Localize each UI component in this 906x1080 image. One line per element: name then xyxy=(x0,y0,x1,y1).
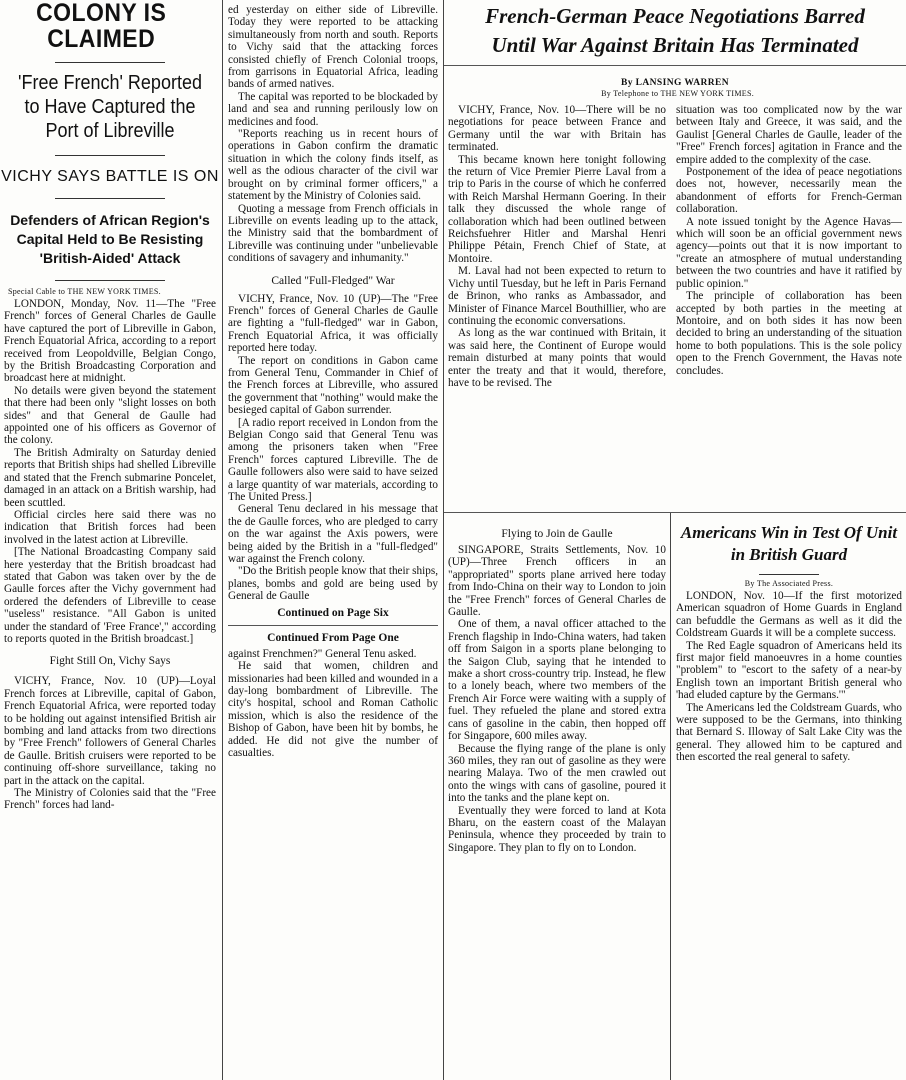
divider xyxy=(228,625,438,626)
paragraph: The principle of collaboration has been accepted by both parties in the meeting at Montoire, and on both sides it has now been decided to bring an understanding of the situation home to both populations. This is the sole policy open to the French Government, the Havas note concludes. xyxy=(676,290,902,377)
continued-on-label: Continued on Page Six xyxy=(277,606,389,619)
paragraph: M. Laval had not been expected to return to Vichy until Tuesday, but he left in Paris Fernand de Brinon, who ranks as Ambassador, and Minister of Finance Marcel Bouthillier, who are continuing the economic conversations. xyxy=(448,265,666,327)
paragraph: One of them, a naval officer attached to the French flagship in Indo-China waters, had taken off from Saigon in a sports plane belonging to the Saigon Club, saying that he intended to make a short cross-country trip. Instead, he flew to a lonely beach, where two members of the French Air Force were waiting with a supply of fuel. They refueled the plane and stored extra cans of gasoline in the cabin, then hopped off for Singapore, 600 miles away. xyxy=(448,618,666,743)
continued-from-label: Continued From Page One xyxy=(267,631,399,644)
column-3-lower xyxy=(448,520,666,1080)
credit-line: By Telephone to THE NEW YORK TIMES. xyxy=(601,89,754,98)
column-1 xyxy=(0,0,220,1080)
column-rule xyxy=(670,512,671,1080)
subhead: Flying to Join de Gaulle xyxy=(501,528,613,540)
deck-headline-1: 'Free French' Reported to Have Captured the Port of Libreville xyxy=(18,72,202,142)
paragraph: A note issued tonight by the Agence Havas—which will soon be an official government news agency—points out that it is now important to "create an atmosphere of mutual understanding between the two countries and have it ratified by public opinion." xyxy=(676,215,902,290)
column-rule xyxy=(222,0,223,1080)
paragraph: ed yesterday on either side of Libreville. Today they were reported to be attacking simultaneously from north and south. Reports to Vichy said that the attacking forces consisted chiefly of French Colonial troops, from garrisons in Equatorial Africa, leading bands of armed natives. xyxy=(228,4,438,91)
paragraph: The report on conditions in Gabon came from General Tenu, Commander in Chief of the French forces at Libreville, who assured the government that "nothing" would make the besieged capital of Gabon surrender. xyxy=(228,354,438,417)
paragraph: "Reports reaching us in recent hours of operations in Gabon confirm the dramatic situation in which the colony finds itself, as well as the odious character of the civil war brought on by criminal former officers," a statement by the Ministry of Colonies said. xyxy=(228,128,438,203)
paragraph: As long as the war continued with Britain, it was said here, the Continent of Europe would remain disturbed at many points that would enter the treaty and that it would, therefore, have to be revised. The xyxy=(448,327,666,389)
paragraph: VICHY, France, Nov. 10 (UP)—The "Free French" forces of General Charles de Gaulle are fighting a "full-fledged" war in Gabon, French Equatorial Africa, it was officially reported here today. xyxy=(228,292,438,355)
byline: By LANSING WARREN xyxy=(621,78,729,88)
section-rule xyxy=(444,512,906,513)
americans-headline: Americans Win in Test Of Unit in British Guard xyxy=(680,523,898,564)
column-2 xyxy=(224,0,442,1080)
divider xyxy=(759,574,819,575)
paragraph: [A radio report received in London from the Belgian Congo said that General Tenu was among the prisoners taken when "Free French" forces captured Libreville. The de Gaulle followers also were said to have seized a large quantity of war materials, according to The United Press.] xyxy=(228,416,438,504)
top-right-headline-line-1: French-German Peace Negotiations Barred xyxy=(485,4,865,28)
divider xyxy=(55,62,165,63)
subhead: Fight Still On, Vichy Says xyxy=(49,655,171,668)
column-rule xyxy=(443,0,444,1080)
paragraph: The British Admiralty on Saturday denied reports that British ships had shelled Libreville and stated that the French submarine Poncelet, damaged in an attack on a British warship, had been scuttled. xyxy=(4,446,216,509)
top-right-column-a xyxy=(448,104,666,510)
paragraph: "Do the British people know that their ships, planes, bombs and gold are being used by General de Gaulle xyxy=(228,565,438,603)
paragraph: He said that women, children and missionaries had been killed and wounded in a day-long bombardment of Libreville. The city's hospital, school and Roman Catholic mission, which is also the residence of the Bishop of Gabon, have been hit by bombs, he added. He did not give the number of casualties. xyxy=(228,660,438,759)
paragraph: The Ministry of Colonies said that the "Free French" forces had land- xyxy=(4,787,216,812)
paragraph: General Tenu declared in his message that the de Gaulle forces, who are pledged to carry on the war against the Axis powers, were being aided by the British in a "full-fledged" war against the French colony. xyxy=(228,503,438,566)
paragraph: situation was too complicated now by the war between Italy and Greece, it was said, and the Gaulist [General Charles de Gaulle, leader of the "Free" French forces] agitation in France and the empire added to the complexity of the case. xyxy=(676,104,902,166)
paragraph: SINGAPORE, Straits Settlements, Nov. 10 (UP)—Three French officers in an "appropriated" sports plane arrived here today from Indo-China on their way to London to join the "Free French" forces of General Charles de Gaulle. xyxy=(448,544,666,619)
paragraph: [The National Broadcasting Company said here yesterday that the British broadcast had stated that Gabon was taken over by the de Gaulle forces after the Vichy government had ordered the defenders of Libreville to cease "useless" resistance. "All Gabon is united under the standard of 'Free France'," according to reports quoted in the British broadcast.] xyxy=(4,546,216,645)
subhead: Called "Full-Fledged" War xyxy=(271,274,395,287)
top-right-column-b xyxy=(676,104,902,510)
credit-line: Special Cable to THE NEW YORK TIMES. xyxy=(8,287,161,296)
paragraph: Because the flying range of the plane is only 360 miles, they ran out of gasoline as they were nearing Malaya. Two of the men crawled out onto the wings with cans of gasoline, poured it into the tanks and the plane kept on. xyxy=(448,742,666,805)
deck-headline-2: VICHY SAYS BATTLE IS ON xyxy=(1,168,219,185)
paragraph: Postponement of the idea of peace negotiations does not, however, necessarily mean the abandonment of efforts for French-German collaboration. xyxy=(676,166,902,216)
paragraph: Eventually they were forced to land at Kota Bharu, on the eastern coast of the Malayan Peninsula, whence they proceeded by train to Singapore. They plan to fly on to London. xyxy=(448,804,666,854)
paragraph: Official circles here said there was no indication that British forces had been involved in the latest action at Libreville. xyxy=(4,508,216,546)
paragraph: This became known here tonight following the return of Vice Premier Pierre Laval from a trip to Paris in the course of which he conferred with Reich Marshal Hermann Goering. In their talk they discussed the whole range of collaboration which had been outlined between Reichsfuehrer Hitler and Marshal Henri Philippe Pétain, French Chief of State, at Montoire. xyxy=(448,153,666,265)
paragraph: VICHY, France, Nov. 10—There will be no negotiations for peace between France and Germany until the war with Britain has terminated. xyxy=(448,104,666,154)
top-right-headline-block xyxy=(446,0,904,64)
paragraph: LONDON, Nov. 10—If the first motorized American squadron of Home Guards in England can befuddle the Germans as well as it did the Coldstream Guards it will be a complete success. xyxy=(676,590,902,640)
paragraph: The Red Eagle squadron of Americans held its first major field manoeuvres in a home counties "problem" to "escort to the safety of a near-by English town an important British general who 'had eluded capture by the Germans.'" xyxy=(676,639,902,702)
paragraph: No details were given beyond the statement that there had been only "slight losses on both sides" and that General de Gaulle had appointed one of his officers as Governor of the colony. xyxy=(4,384,216,447)
article-body xyxy=(0,298,220,812)
credit-line: By The Associated Press. xyxy=(744,579,834,588)
paragraph: against Frenchmen?" General Tenu asked. xyxy=(228,647,417,660)
top-right-headline-line-2: Until War Against Britain Has Terminated xyxy=(491,33,859,57)
paragraph: Quoting a message from French officials in Libreville on events leading up to the attack, the Ministry said that the bombardment of Libreville was continuing under "unbelievable conditions of savagery and inhumanity." xyxy=(228,202,438,265)
paragraph: LONDON, Monday, Nov. 11—The "Free French" forces of General Charles de Gaulle have captured the port of Libreville in Gabon, French Equatorial Africa, according to a report received from Leopoldville, Belgian Congo, by the British Broadcasting Corporation and broadcast here at midnight. xyxy=(4,298,216,385)
divider xyxy=(55,198,165,199)
main-headline: COLONY IS CLAIMED xyxy=(36,0,167,53)
divider xyxy=(55,155,165,156)
divider xyxy=(55,280,165,281)
column-4-lower xyxy=(676,520,902,1080)
paragraph: The Americans led the Coldstream Guards, who were supposed to be the Germans, into thinking that Bernard S. Illoway of Salt Lake City was the general. They allowed him to be captured and then escorted the real general to safety. xyxy=(676,701,902,764)
headline-rule xyxy=(444,65,906,66)
paragraph: The capital was reported to be blockaded by land and sea and running perilously low on medicines and food. xyxy=(228,90,438,128)
deck-headline-3: Defenders of African Region's Capital Held to Be Resisting 'British-Aided' Attack xyxy=(10,212,210,266)
paragraph: VICHY, France, Nov. 10 (UP)—Loyal French forces at Libreville, capital of Gabon, French Equatorial Africa, were reported today to be holding out against intensified British air bombing and land attacks from two directions by "Free French" followers of General Charles de Gaulle. British cruisers were reported to be continuing off-shore surveillance, taking no part in the attack on the capital. xyxy=(4,675,216,787)
